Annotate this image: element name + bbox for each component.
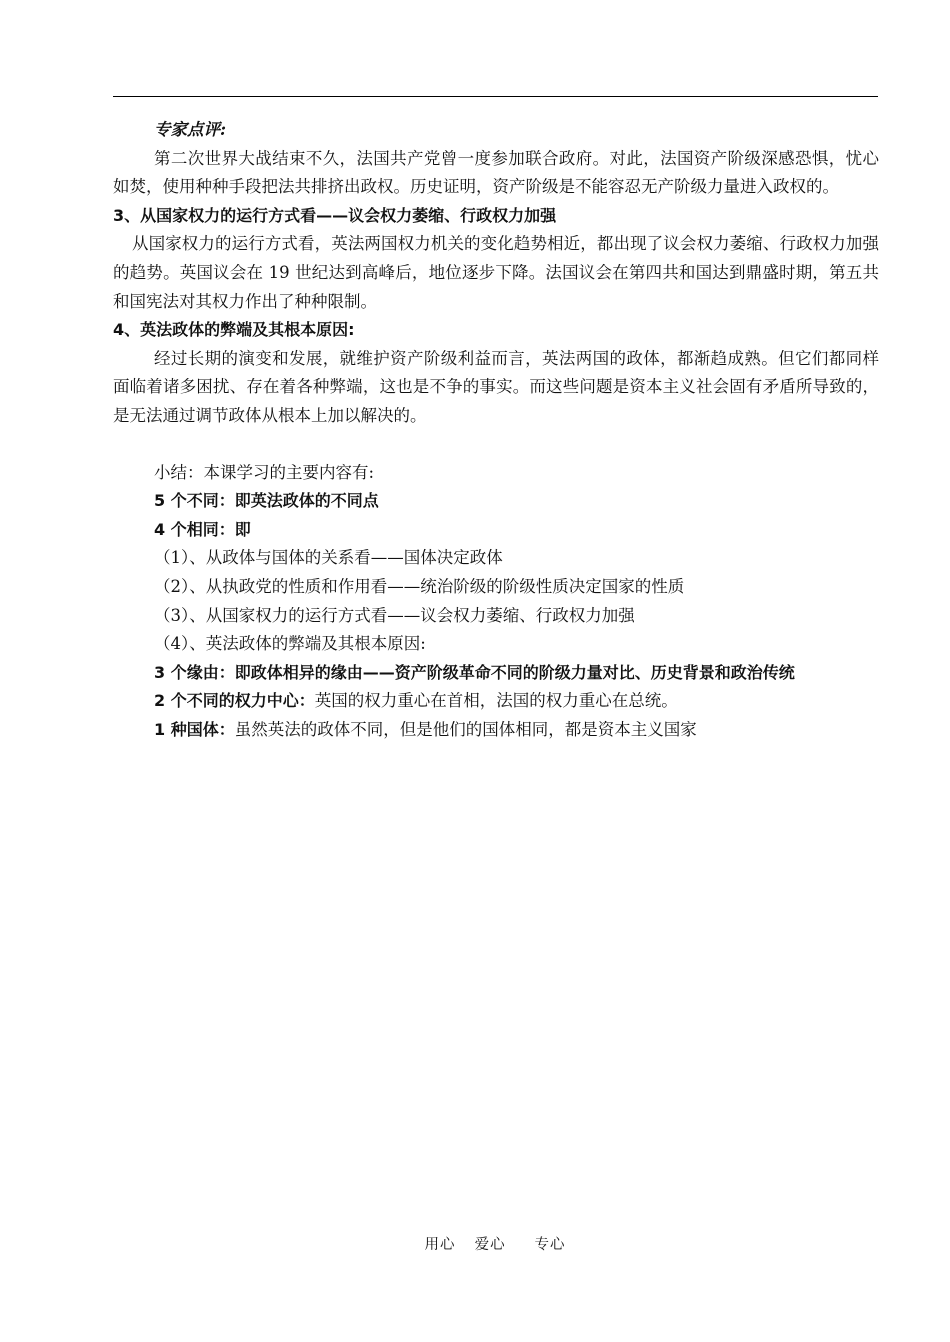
summary-two-centers (113, 687, 879, 716)
section-4-text: 经过长期的演变和发展，就维护资产阶级利益而言，英法两国的政体，都渐趋成熟。但它们都同样面临着诸多困扰、存在着各种弊端，这也是不争的事实。而这些问题是资本主义社会固有矛盾所导致的，是无法通过调节政体从根本上加以解决的。 (113, 348, 879, 425)
section-4-heading: 4、英法政体的弊端及其根本原因: (113, 320, 355, 340)
section-3-text: 从国家权力的运行方式看，英法两国权力机关的变化趋势相近，都出现了议会权力萎缩、行政权力加强的趋势。英国议会在 19 世纪达到高峰后，地位逐步下降。法国议会在第四共和国达到鼎盛时期，第五共和国宪法对其权力作出了种种限制。 (113, 234, 879, 311)
summary-one-text: 虽然英法的政体不同，但是他们的国体相同，都是资本主义国家 (234, 719, 697, 739)
summary-one-state-form (113, 716, 879, 745)
summary-one-label: 1 种国体： (154, 719, 235, 739)
expert-comment-label: 专家点评: (154, 120, 227, 139)
document-body (113, 116, 879, 744)
summary-item-2: （2）、从执政党的性质和作用看——统治阶级的阶级性质决定国家的性质 (154, 576, 685, 596)
section-3-heading: 3、从国家权力的运行方式看——议会权力萎缩、行政权力加强 (113, 205, 557, 225)
summary-four-similarities: 4 个相同：即 (154, 519, 251, 539)
summary-five-differences: 5 个不同：即英法政体的不同点 (154, 491, 379, 511)
summary-item-4: （4）、英法政体的弊端及其根本原因: (154, 634, 426, 654)
spacer (113, 431, 879, 459)
header-rule (113, 96, 878, 97)
summary-item-3: （3）、从国家权力的运行方式看——议会权力萎缩、行政权力加强 (154, 605, 635, 625)
summary-item-1: （1）、从政体与国体的关系看——国体决定政体 (154, 548, 503, 568)
page-footer: 用心 爱心 专心 (424, 1237, 566, 1253)
summary-two-label: 2 个不同的权力中心： (154, 691, 315, 711)
expert-comment-text: 第二次世界大战结束不久，法国共产党曾一度参加联合政府。对此，法国资产阶级深感恐惧，忧心如焚，使用种种手段把法共排挤出政权。历史证明，资产阶级是不能容忍无产阶级力量进入政权的。 (113, 148, 879, 197)
summary-three-reasons: 3 个缘由：即政体相异的缘由——资产阶级革命不同的阶级力量对比、历史背景和政治传统 (154, 662, 795, 682)
summary-two-text: 英国的权力重心在首相，法国的权力重心在总统。 (314, 691, 678, 711)
summary-intro: 小结：本课学习的主要内容有: (154, 462, 375, 482)
